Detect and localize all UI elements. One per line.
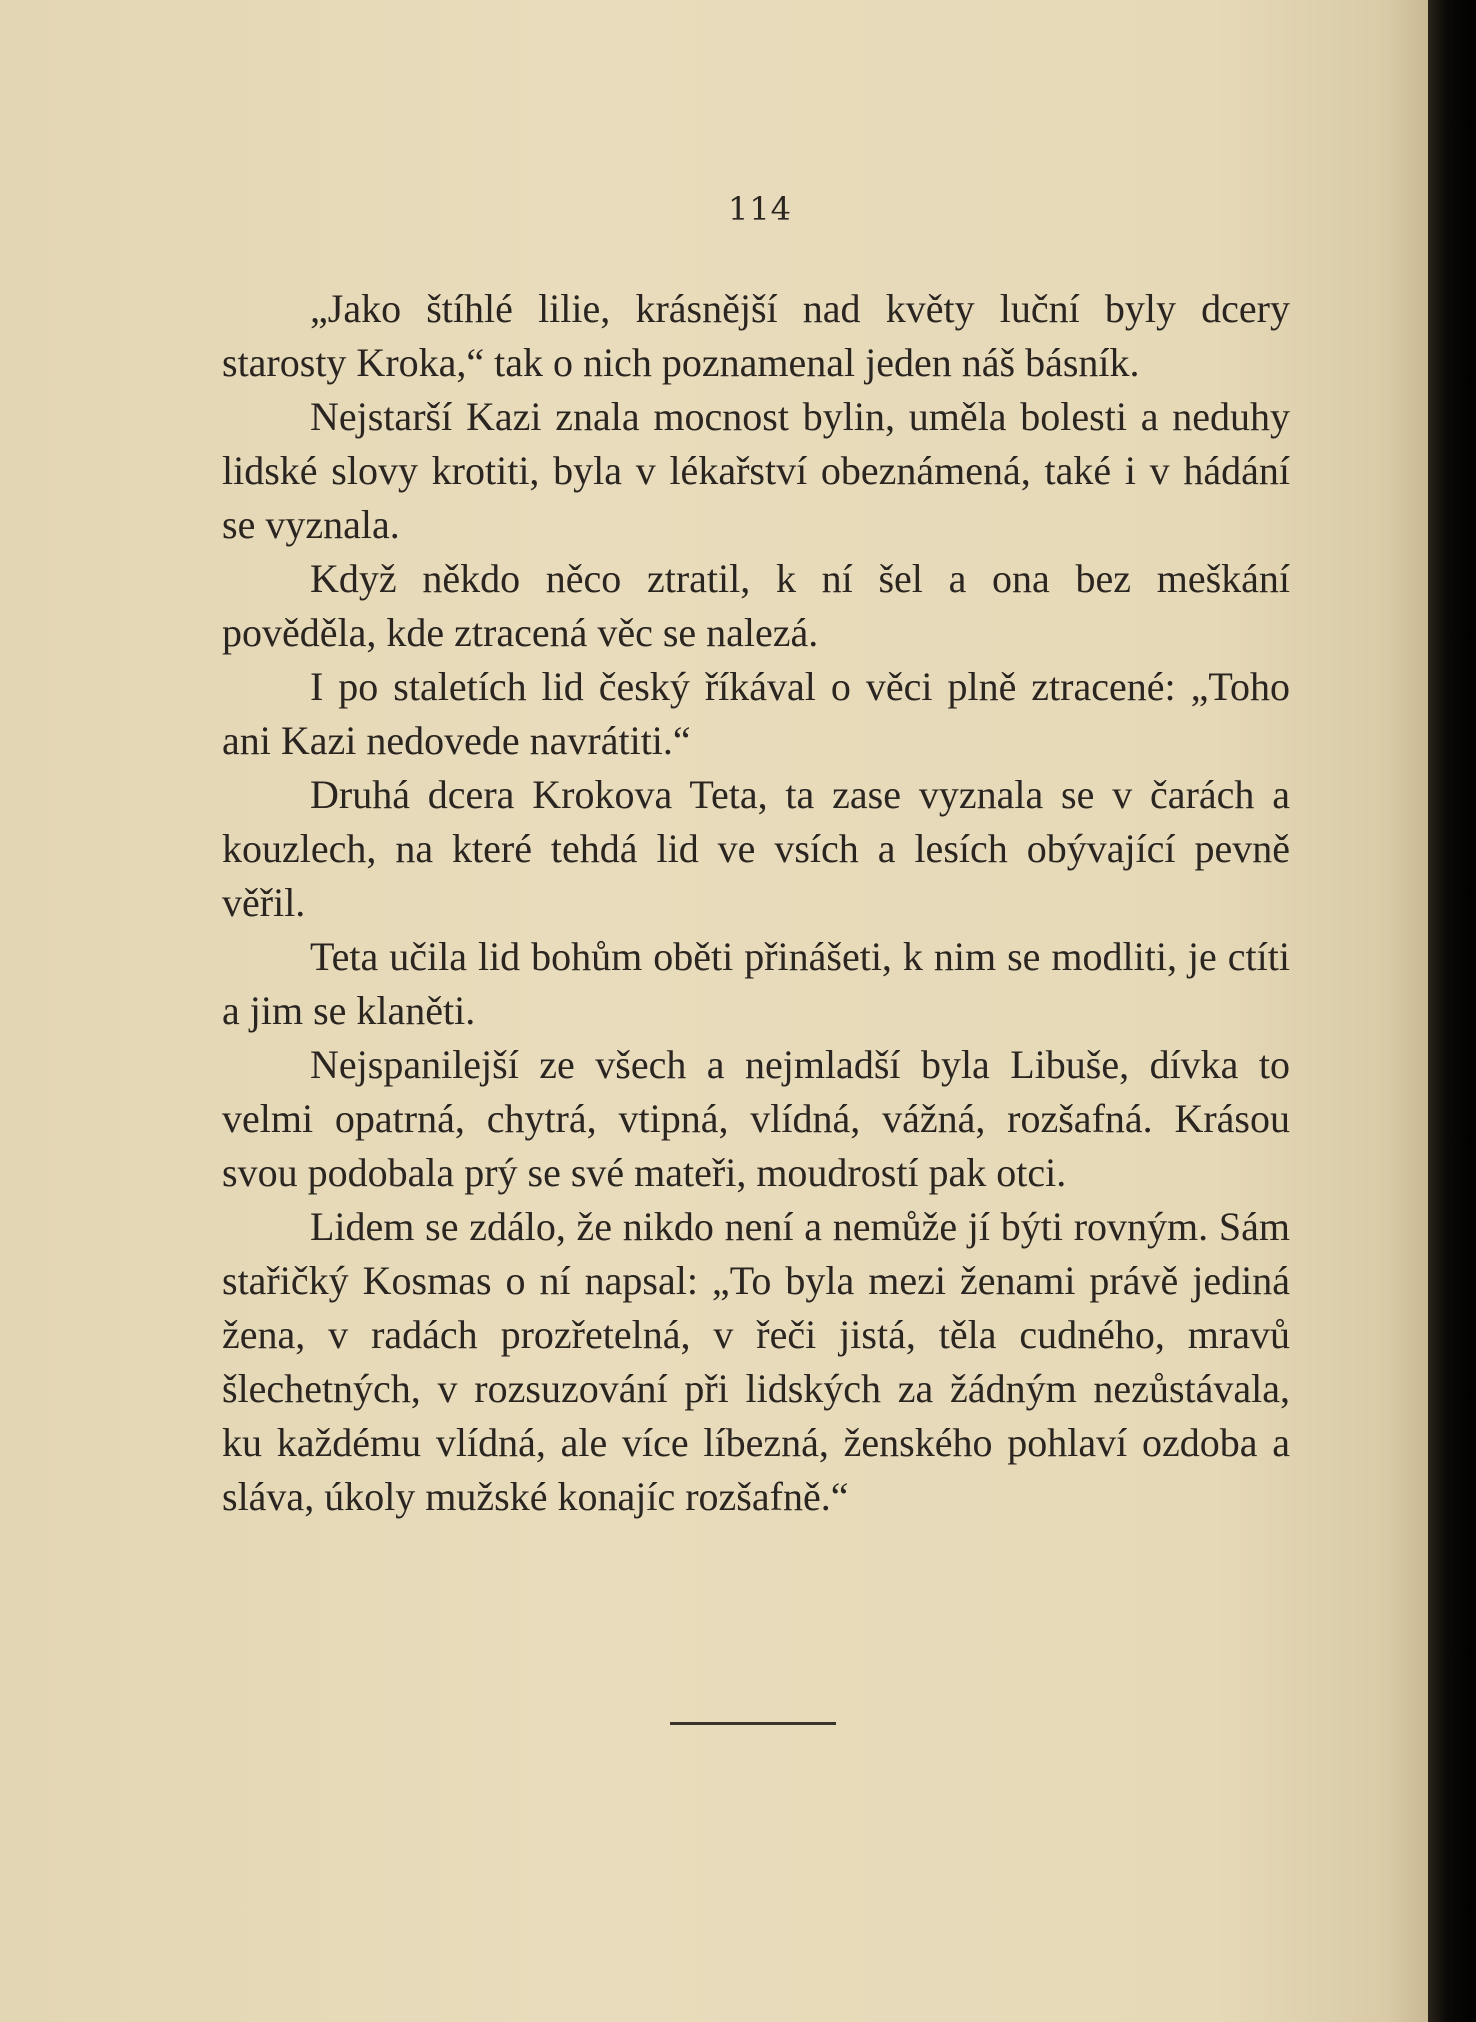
paragraph-6: Teta učila lid bohům oběti přinášeti, k nim se modliti, je ctíti a jim se klaněti. (222, 934, 1290, 1033)
book-spine-edge (1428, 0, 1476, 2022)
page-number: 114 (727, 190, 793, 228)
paragraph-5: Druhá dcera Krokova Teta, ta zase vyznala se v čarách a kouzlech, na které tehdá lid ve vsích a lesích obývající pevně věřil. (222, 772, 1290, 925)
paragraph-4: I po staletích lid český říkával o věci plně ztracené: „Toho ani Kazi nedovede navrátiti.“ (222, 664, 1290, 763)
body-text (222, 282, 1290, 1524)
paragraph-7: Nejspanilejší ze všech a nejmladší byla Libuše, dívka to velmi opatrná, chytrá, vtipná, vlídná, vážná, rozšafná. Krásou svou podobala prý se své mateři, moudrostí pak otci. (222, 1042, 1290, 1195)
paragraph-1: „Jako štíhlé lilie, krásnější nad květy luční byly dcery starosty Kroka,“ tak o nich poznamenal jeden náš básník. (222, 286, 1290, 385)
paragraph-3: Když někdo něco ztratil, k ní šel a ona bez meškání pověděla, kde ztracená věc se nalezá. (222, 556, 1290, 655)
end-rule (670, 1722, 836, 1725)
paragraph-2: Nejstarší Kazi znala mocnost bylin, uměla bolesti a neduhy lidské slovy krotiti, byla v lékařství obeznámená, také i v hádání se vyznala. (222, 394, 1290, 547)
paragraph-8: Lidem se zdálo, že nikdo není a nemůže jí býti rovným. Sám stařičký Kosmas o ní napsal: „To byla mezi ženami právě jediná žena, v radách prozřetelná, v řeči jistá, těla cudného, mravů šlechetných, v rozsuzování při lidských za žádným nezůstávala, ku každému vlídná, ale více líbezná, ženského pohlaví ozdoba a sláva, úkoly mužské konajíc rozšafně.“ (222, 1204, 1290, 1519)
